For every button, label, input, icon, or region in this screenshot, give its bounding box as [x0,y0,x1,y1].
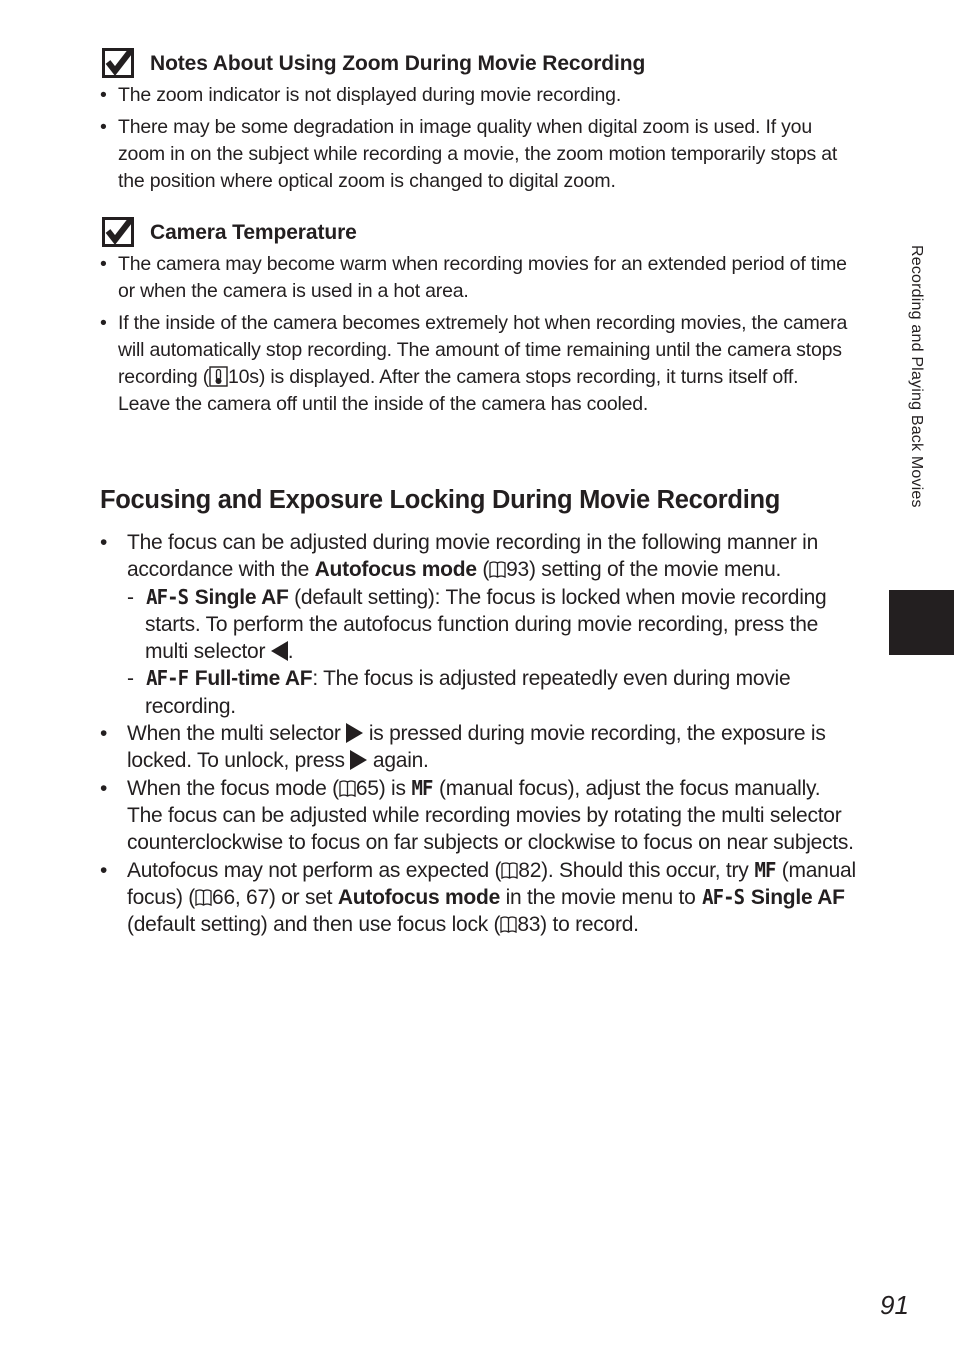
list-item-text: ) is displayed. After the camera stops recording, it turns itself off. [258,366,799,388]
chapter-side-label: Recording and Playing Back Movies [908,245,925,508]
list-item [100,529,860,720]
note-temperature [100,217,860,423]
sub-list [127,584,860,720]
text: : The focus is adjusted repeatedly even during movie recording. [145,667,791,718]
note-zoom [100,48,860,200]
text: ) setting of the movie menu. [528,558,782,582]
sub-item [127,665,860,720]
check-note-icon [102,217,134,247]
selector-right-icon [350,750,367,770]
text: Autofocus may not perform as expected ( [127,858,502,882]
note-header [100,217,860,251]
text: ) is [378,776,412,800]
list-item [100,775,860,857]
chapter-tab-marker [889,590,954,655]
text: is pressed during movie recording, the exposure is locked. To unlock, press [127,722,826,773]
text: (default setting) and then use focus lock ( [127,913,501,937]
book-ref-icon [489,560,506,579]
page-ref: 93 [506,558,529,582]
temperature-warning-icon [209,366,228,387]
page-ref: 65 [355,776,379,800]
mf-mode-icon: MF [411,775,433,800]
text: When the multi selector [127,722,347,746]
list-item-text: If the inside of the camera becomes extremely hot when recording movies, the camera will automatically stop recording. The amount of time remaining until the camera stops recording ( [118,312,848,388]
selector-right-icon [346,723,363,743]
page-ref: 82 [518,858,542,882]
section-list [100,529,860,938]
text: (default setting): The focus is locked when movie recording starts. To perform the autofocus function during movie recording, press the multi selector [145,585,827,664]
mode-name: Single AF [194,585,289,609]
sub-item [127,584,860,666]
mf-mode-icon: MF [754,857,776,882]
text: again. [367,749,429,773]
af-f-mode-icon: AF-F [146,666,189,691]
text: ( [476,558,490,582]
text: When the focus mode ( [127,776,339,800]
selector-left-icon [271,641,288,661]
text: The focus can be adjusted during movie recording in the following manner in accordance with the [127,531,818,582]
text: (manual focus), adjust the focus manually. The focus can be adjusted while recording movies by rotating the multi selector counterclockwise to focus on far subjects or clockwise to focus on near subjects. [127,776,854,855]
book-ref-icon [501,861,518,880]
note-header [100,48,860,82]
list-item [100,310,860,418]
check-note-icon [102,48,134,78]
page-ref: 66, 67 [212,885,269,909]
menu-term: Autofocus mode [314,558,477,582]
page-ref: 83 [517,913,541,937]
note-title: Camera Temperature [150,221,357,244]
af-s-mode-icon: AF-S [702,884,745,909]
list-item [100,720,860,775]
list-item-extra: Leave the camera off until the inside of the camera has cooled. [118,393,649,415]
book-ref-icon [500,915,517,934]
text: (manual focus) ( [127,858,856,909]
text: in the movie menu to [500,885,702,909]
list-item-text: The camera may become warm when recording movies for an extended period of time or when the camera is used in a hot area. [118,253,847,302]
mode-name: Single AF [750,885,845,909]
page-number: 91 [880,1290,909,1320]
text: ) or set [268,885,338,909]
list-item-text: There may be some degradation in image quality when digital zoom is used. If you zoom in on the subject while recording a movie, the zoom motion temporarily stops at the position where optical zoom is changed to digital zoom. [118,116,838,192]
section-title: Focusing and Exposure Locking During Movie Recording [100,486,781,514]
list-item [100,82,860,109]
text: ) to record. [540,913,639,937]
book-ref-icon [339,779,356,798]
menu-term: Autofocus mode [337,885,501,909]
text: ). Should this occur, try [541,858,755,882]
note-list [100,82,860,195]
note-list [100,251,860,418]
note-title: Notes About Using Zoom During Movie Recording [150,52,646,75]
list-item [100,251,860,305]
book-ref-icon [195,888,212,907]
text: . [287,640,294,664]
list-item-text: The zoom indicator is not displayed during movie recording. [118,84,622,106]
list-item [100,114,860,195]
af-s-mode-icon: AF-S [146,584,189,609]
list-item [100,857,860,939]
countdown-text: 10s [228,366,259,388]
mode-name: Full-time AF [194,667,313,691]
